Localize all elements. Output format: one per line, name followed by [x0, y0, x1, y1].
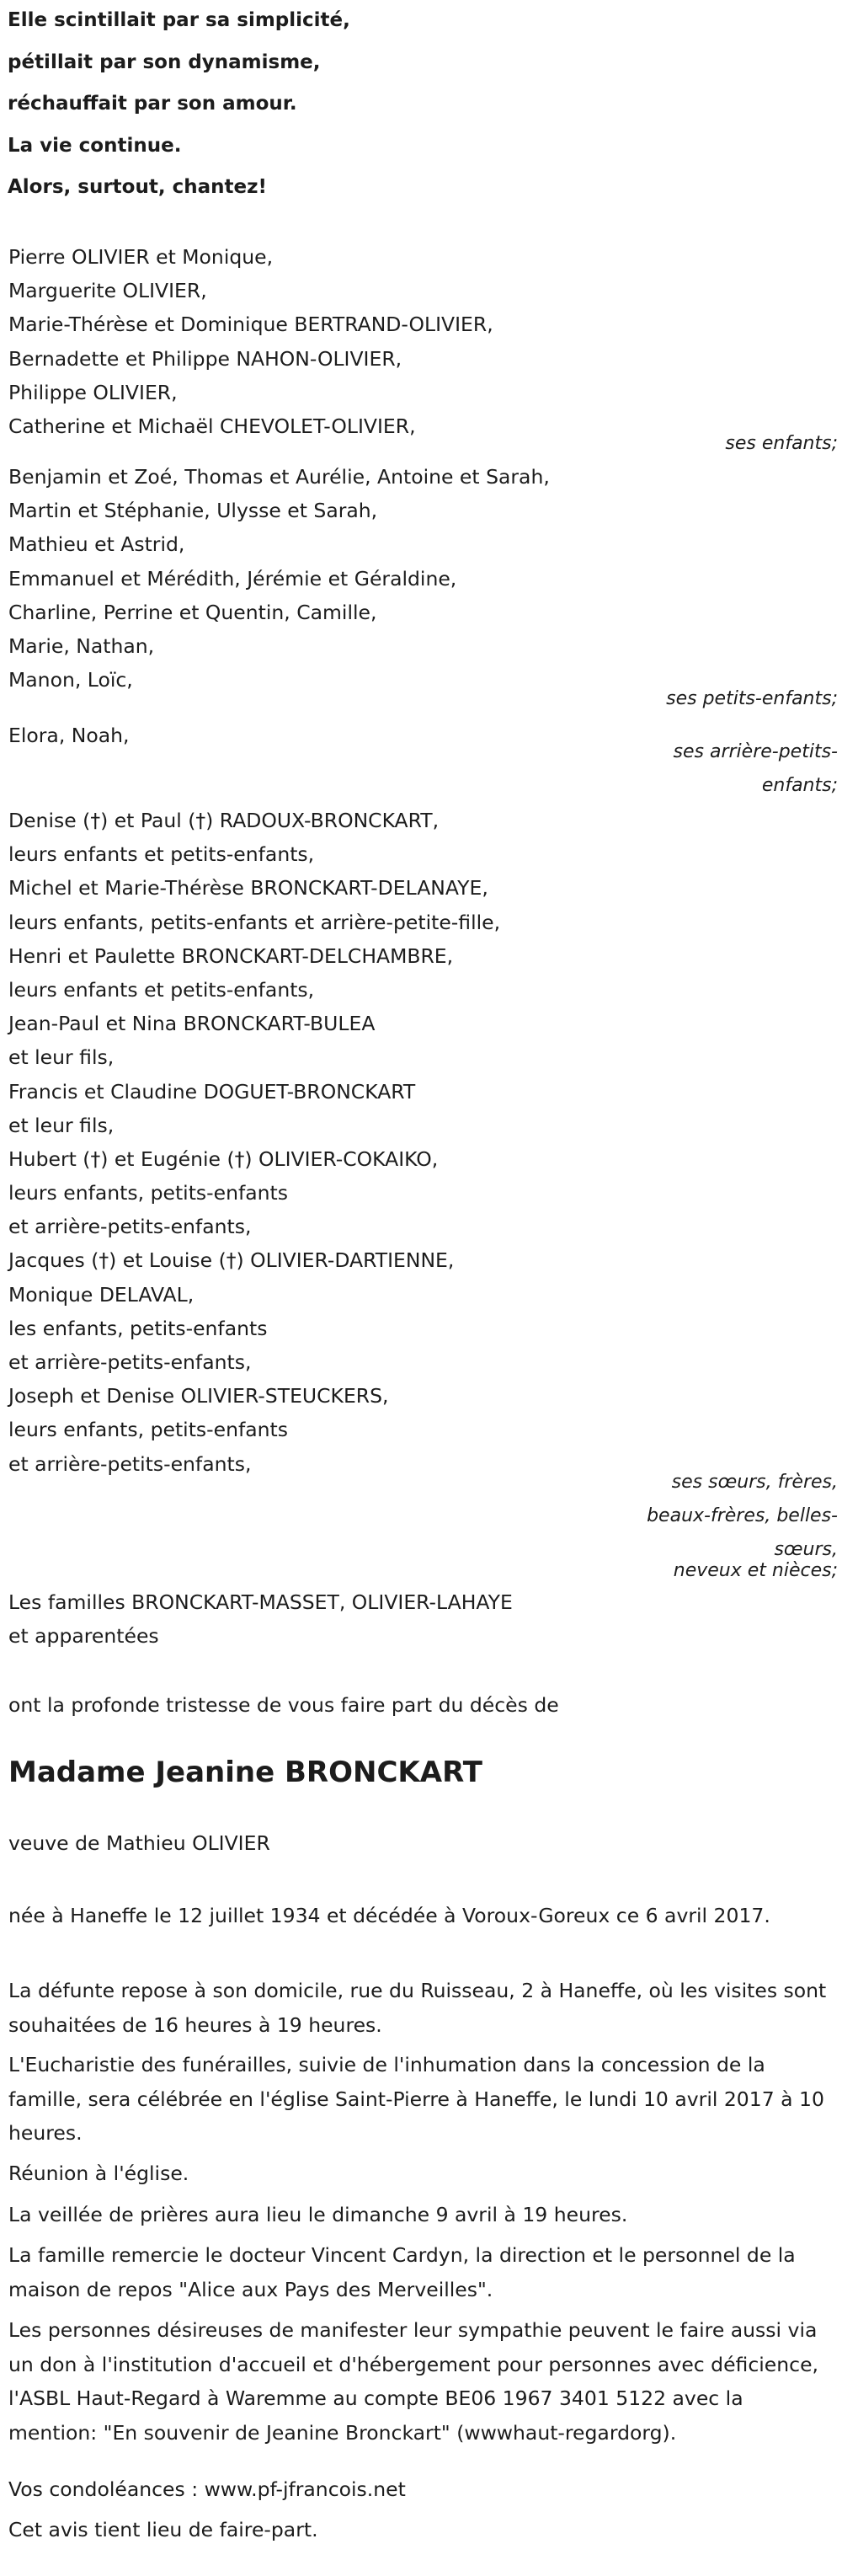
family-line: Francis et Claudine DOGUET-BRONCKART	[8, 1079, 416, 1104]
families-block	[8, 1585, 834, 1653]
condolences-paragraph: Vos condoléances : www.pf-jfrancois.net	[8, 2477, 406, 2501]
widow-of-text: veuve de Mathieu OLIVIER	[8, 1831, 270, 1855]
family-line: Les familles BRONCKART-MASSET, OLIVIER-LAHAYE	[8, 1590, 513, 1614]
family-line: Monique DELAVAL,	[8, 1282, 195, 1307]
birth-death-paragraph: née à Haneffe le 12 juillet 1934 et décédée à Voroux-Goreux ce 6 avril 2017.	[8, 1904, 770, 1927]
family-line: Denise (†) et Paul (†) RADOUX-BRONCKART,	[8, 809, 440, 832]
relation-nephews: neveux et nièces;	[673, 1560, 838, 1581]
family-line: Bernadette et Philippe NAHON-OLIVIER,	[8, 346, 402, 371]
family-line: Michel et Marie-Thérèse BRONCKART-DELANAYE,	[8, 876, 488, 901]
family-line: et apparentées	[8, 1624, 159, 1649]
donation-paragraph: Les personnes désireuses de manifester leur sympathie peuvent le faire aussi via un don à l'institution d'accueil et d'hébergement pour personnes avec déficience, l'ASBL Haut-Regard à Waremme au compte BE06 1967 3401 5122 avec la mention: "En souvenir de Jeanine Bronckart" (wwwhaut-regardorg).	[8, 2318, 818, 2445]
family-line: Philippe OLIVIER,	[8, 380, 178, 404]
grandchildren-list	[8, 460, 834, 697]
intro-poem	[8, 0, 833, 209]
family-line: Charline, Perrine et Quentin, Camille,	[8, 600, 377, 624]
siblings-list	[8, 804, 834, 1481]
family-line: leurs enfants, petits-enfants	[8, 1181, 289, 1205]
family-line: Pierre OLIVIER et Monique,	[8, 245, 274, 269]
announcement-text: ont la profonde tristesse de vous faire part du décès de	[8, 1693, 559, 1717]
repose-paragraph: La défunte repose à son domicile, rue du Ruisseau, 2 à Haneffe, où les visites sont souhaitées de 16 heures à 19 heures.	[8, 1979, 827, 2037]
thanks-paragraph: La famille remercie le docteur Vincent Cardyn, la direction et le personnel de la maison de repos "Alice aux Pays des Merveilles".	[8, 2243, 796, 2301]
family-line: leurs enfants, petits-enfants et arrière-petite-fille,	[8, 910, 501, 934]
relation-siblings: ses sœurs, frères, beaux-frères, belles-sœurs,	[647, 1472, 838, 1560]
family-line: les enfants, petits-enfants	[8, 1316, 268, 1340]
family-line: et leur fils,	[8, 1045, 115, 1070]
family-line: Joseph et Denise OLIVIER-STEUCKERS,	[8, 1384, 389, 1408]
family-line: leurs enfants et petits-enfants,	[8, 977, 315, 1002]
vigil-paragraph: La veillée de prières aura lieu le dimanche 9 avril à 19 heures.	[8, 2203, 628, 2226]
family-line: Hubert (†) et Eugénie (†) OLIVIER-COKAIKO,	[8, 1146, 439, 1171]
family-line: Jacques (†) et Louise (†) OLIVIER-DARTIENNE,	[8, 1248, 455, 1273]
poem-line: réchauffait par son amour.	[8, 93, 297, 115]
children-list	[8, 240, 834, 443]
family-line: et leur fils,	[8, 1113, 115, 1137]
family-line: Jean-Paul et Nina BRONCKART-BULEA	[8, 1012, 376, 1036]
family-line: leurs enfants et petits-enfants,	[8, 842, 315, 867]
family-line: Mathieu et Astrid,	[8, 532, 185, 557]
poem-line: Elle scintillait par sa simplicité,	[8, 9, 350, 31]
family-line: Manon, Loïc,	[8, 668, 133, 692]
family-line: Benjamin et Zoé, Thomas et Aurélie, Antoine et Sarah,	[8, 465, 550, 489]
family-line: Emmanuel et Mérédith, Jérémie et Géraldine,	[8, 566, 457, 591]
family-line: Elora, Noah,	[8, 724, 130, 747]
relation-grandchildren: ses petits-enfants;	[666, 688, 838, 709]
family-line: Marguerite OLIVIER,	[8, 279, 207, 303]
family-line: Catherine et Michaël CHEVOLET-OLIVIER,	[8, 414, 416, 438]
relation-children: ses enfants;	[725, 433, 838, 454]
deceased-name: Madame Jeanine BRONCKART	[8, 1756, 482, 1789]
relation-great-grandchildren: ses arrière-petits-enfants;	[673, 741, 838, 796]
family-line: Martin et Stéphanie, Ulysse et Sarah,	[8, 499, 378, 523]
family-line: leurs enfants, petits-enfants	[8, 1418, 289, 1442]
poem-line: Alors, surtout, chantez!	[8, 176, 267, 199]
meeting-paragraph: Réunion à l'église.	[8, 2162, 189, 2185]
family-line: et arrière-petits-enfants,	[8, 1451, 252, 1476]
poem-line: pétillait par son dynamisme,	[8, 51, 321, 73]
family-line: et arrière-petits-enfants,	[8, 1350, 252, 1374]
family-line: Marie-Thérèse et Dominique BERTRAND-OLIVIER,	[8, 313, 493, 337]
funeral-paragraph: L'Eucharistie des funérailles, suivie de l'inhumation dans la concession de la famille, sera célébrée en l'église Saint-Pierre à Haneffe, le lundi 10 avril 2017 à 10 heures.	[8, 2053, 824, 2145]
family-line: Marie, Nathan,	[8, 633, 155, 658]
family-line: Henri et Paulette BRONCKART-DELCHAMBRE,	[8, 943, 454, 968]
family-line: et arrière-petits-enfants,	[8, 1215, 252, 1239]
notice-paragraph: Cet avis tient lieu de faire-part.	[8, 2518, 318, 2541]
poem-line: La vie continue.	[8, 134, 182, 157]
